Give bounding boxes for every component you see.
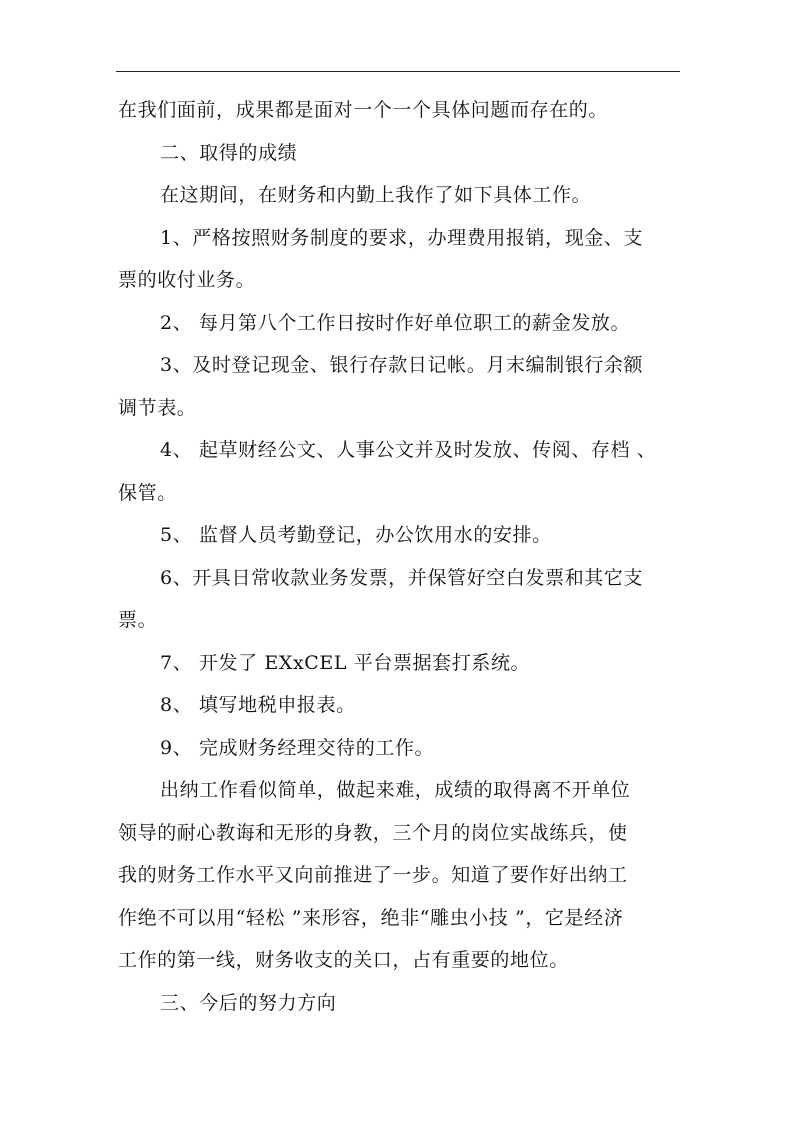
list-item-3-continued: 调节表。 xyxy=(118,396,197,419)
document-body xyxy=(118,89,684,1024)
section-heading-achievements: 二、取得的成绩 xyxy=(160,141,298,164)
paragraph-summary-line-1: 出纳工作看似简单，做起来难，成绩的取得离不开单位 xyxy=(160,779,631,801)
text-line-3: 在这期间，在财务和内勤上我作了如下具体工作。 xyxy=(160,184,592,206)
list-item-2: 2、 每月第八个工作日按时作好单位职工的薪金发放。 xyxy=(160,311,631,334)
list-item-5: 5、 监督人员考勤登记，办公饮用水的安排。 xyxy=(160,524,552,546)
list-item-6: 6、开具日常收款业务发票，并保管好空白发票和其它支 xyxy=(160,566,644,589)
list-item-8: 8、 填写地税申报表。 xyxy=(160,694,356,716)
list-item-1-continued: 票的收付业务。 xyxy=(118,269,256,291)
text-line-1: 在我们面前，成果都是面对一个一个具体问题而存在的。 xyxy=(118,99,609,121)
list-item-6-continued: 票。 xyxy=(118,609,158,631)
section-heading-future: 三、今后的努力方向 xyxy=(160,991,337,1014)
list-item-1: 1、严格按照财务制度的要求，办理费用报销，现金、支 xyxy=(160,226,644,249)
paragraph-summary-line-3: 我的财务工作水平又向前推进了一步。知道了要作好出纳工 xyxy=(118,864,628,886)
list-item-9: 9、 完成财务经理交待的工作。 xyxy=(160,736,435,759)
list-item-7: 7、 开发了 EXxCEL 平台票据套打系统。 xyxy=(160,651,531,674)
paragraph-summary-line-4: 作绝不可以用“轻松 ”来形容，绝非“雕虫小技 ”，它是经济 xyxy=(118,906,624,929)
paragraph-summary-line-5: 工作的第一线，财务收支的关口，占有重要的地位。 xyxy=(118,949,569,971)
list-item-3: 3、及时登记现金、银行存款日记帐。月末编制银行余额 xyxy=(160,354,644,376)
header-rule xyxy=(116,71,680,72)
list-item-4-continued: 保管。 xyxy=(118,481,177,504)
paragraph-summary-line-2: 领导的耐心教诲和无形的身教，三个月的岗位实战练兵，使 xyxy=(118,821,628,844)
list-item-4: 4、 起草财经公文、人事公文并及时发放、传阅、存档 、 xyxy=(160,439,657,461)
